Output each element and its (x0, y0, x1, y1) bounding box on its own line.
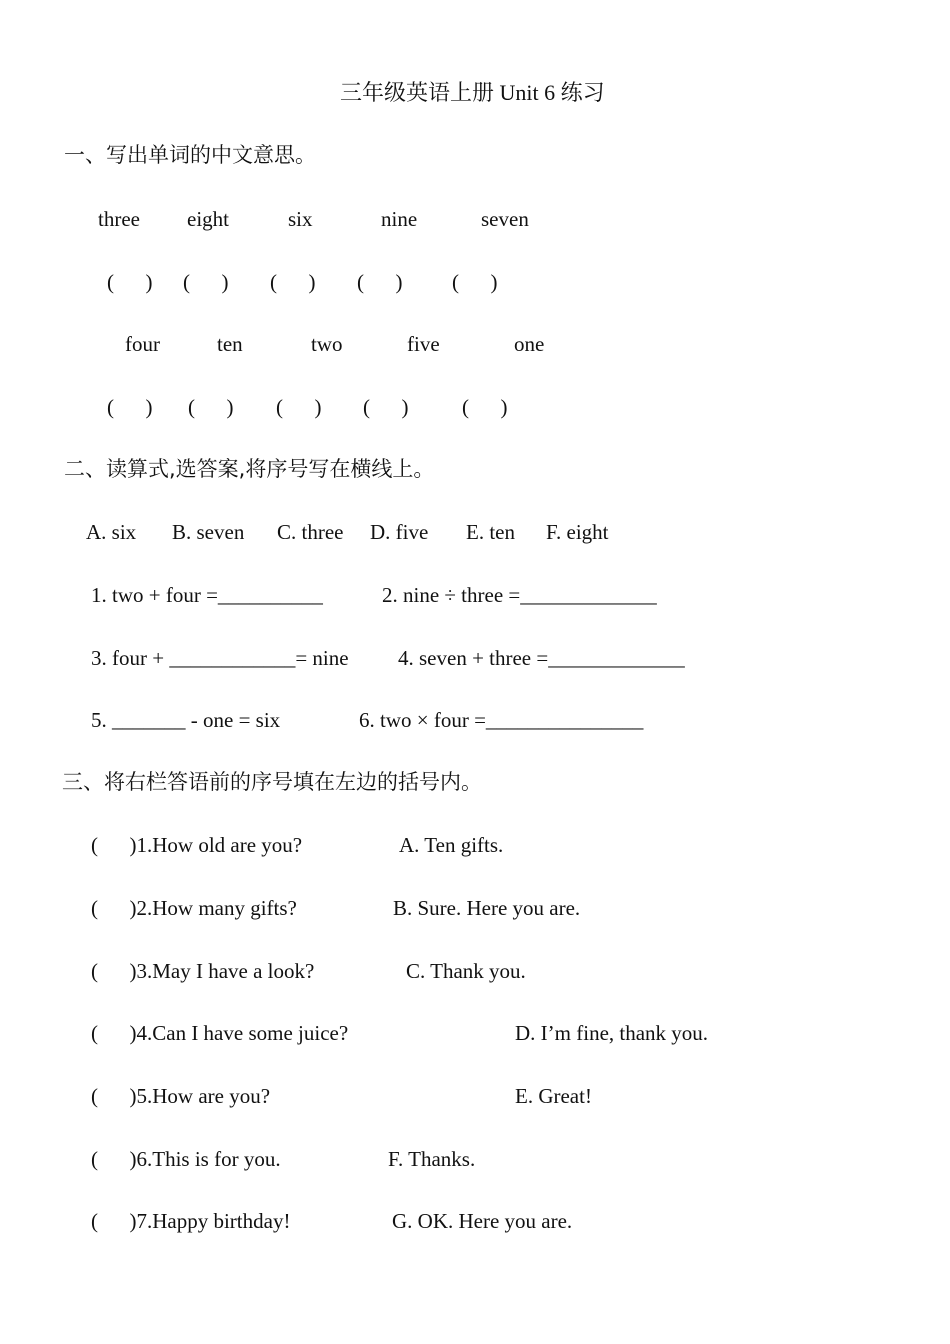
option-b: B. seven (172, 520, 245, 544)
question-5[interactable]: ( )5.How are you? (91, 1084, 271, 1108)
section3-heading: 三、将右栏答语前的序号填在左边的括号内。 (62, 770, 482, 794)
option-c: C. three (277, 520, 344, 544)
section2-heading: 二、读算式,选答案,将序号写在横线上。 (64, 457, 435, 481)
word-six: six (288, 207, 313, 231)
option-f: F. eight (546, 520, 609, 544)
word-eight: eight (187, 207, 229, 231)
question-3[interactable]: ( )3.May I have a look? (91, 959, 315, 983)
word-five: five (407, 332, 440, 356)
answer-blank[interactable]: ( ) (188, 395, 234, 419)
answer-blank[interactable]: ( ) (276, 395, 322, 419)
word-three: three (98, 207, 140, 231)
math-item-1[interactable]: 1. two + four =__________ (91, 583, 323, 607)
question-4[interactable]: ( )4.Can I have some juice? (91, 1021, 349, 1045)
word-four: four (125, 332, 160, 356)
answer-blank[interactable]: ( ) (357, 270, 403, 294)
answer-d: D. I’m fine, thank you. (515, 1021, 709, 1045)
word-two: two (311, 332, 343, 356)
answer-blank[interactable]: ( ) (107, 395, 153, 419)
answer-e: E. Great! (515, 1084, 592, 1108)
answer-blank[interactable]: ( ) (270, 270, 316, 294)
answer-b: B. Sure. Here you are. (393, 896, 581, 920)
math-item-6[interactable]: 6. two × four =_______________ (359, 708, 644, 732)
question-6[interactable]: ( )6.This is for you. (91, 1147, 281, 1171)
math-item-5[interactable]: 5. _______ - one = six (91, 708, 281, 732)
option-a: A. six (86, 520, 137, 544)
answer-g: G. OK. Here you are. (392, 1209, 573, 1233)
answer-blank[interactable]: ( ) (452, 270, 498, 294)
word-ten: ten (217, 332, 243, 356)
word-nine: nine (381, 207, 418, 231)
answer-blank[interactable]: ( ) (183, 270, 229, 294)
math-item-3[interactable]: 3. four + ____________= nine (91, 646, 349, 670)
option-d: D. five (370, 520, 429, 544)
page-title: 三年级英语上册 Unit 6 练习 (340, 80, 605, 105)
math-item-4[interactable]: 4. seven + three =_____________ (398, 646, 685, 670)
math-item-2[interactable]: 2. nine ÷ three =_____________ (382, 583, 657, 607)
option-e: E. ten (466, 520, 515, 544)
answer-c: C. Thank you. (406, 959, 526, 983)
answer-blank[interactable]: ( ) (107, 270, 153, 294)
answer-a: A. Ten gifts. (399, 833, 504, 857)
word-one: one (514, 332, 545, 356)
word-seven: seven (481, 207, 529, 231)
answer-f: F. Thanks. (388, 1147, 476, 1171)
answer-blank[interactable]: ( ) (462, 395, 508, 419)
answer-blank[interactable]: ( ) (363, 395, 409, 419)
question-1[interactable]: ( )1.How old are you? (91, 833, 303, 857)
question-7[interactable]: ( )7.Happy birthday! (91, 1209, 291, 1233)
question-2[interactable]: ( )2.How many gifts? (91, 896, 297, 920)
section1-heading: 一、写出单词的中文意思。 (64, 143, 316, 167)
